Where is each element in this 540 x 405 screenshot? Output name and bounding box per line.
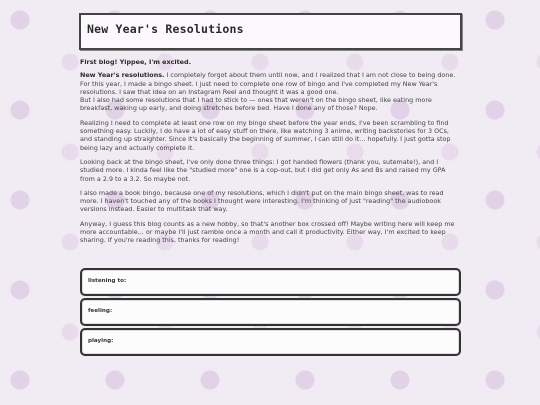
feeling-label: feeling: <box>88 308 113 314</box>
feeling-box <box>80 298 461 326</box>
post-paragraph-1-text: I completely forgot about them until now, and I realized that I am not close to being done. For this year, I made a bingo sheet. I just need to complete one row of bingo and I've completed my New Year's resolutions. I saw that idea on an Instagram Reel and thought it was a good one. <box>80 71 456 96</box>
listening-to-label: listening to: <box>88 278 127 284</box>
post-paragraph-1-bold: New Year's resolutions. <box>80 71 165 80</box>
post-paragraph-5: Anyway, I guess this blog counts as a new hobby, so that's another box crossed off! Maybe writing here will keep me more accountable... or maybe I'll just ramble once a month and call it productivity. Either way, I'm excited to keep sharing. If you're reading this, thanks for reading! <box>80 219 455 245</box>
playing-box <box>80 328 461 356</box>
post-paragraph-2: Realizing I need to complete at least one row on my bingo sheet before the year ends, I've been scrambling to find something easy. Luckily, I do have a lot of easy stuff on there, like watching 3 anime, writing backstories for 3 OCs, and standing up straighter. Since it's basically the beginning of summer, I can still do it... hopefully. I just gotta stop being lazy and actually complete it. <box>80 118 451 152</box>
listening-to-box <box>80 268 461 296</box>
page-title: New Year's Resolutions <box>87 22 244 36</box>
blog-post <box>80 58 458 251</box>
post-paragraph-4: I also made a book bingo, because one of my resolutions, which I didn't put on the main bingo sheet, was to read more. I haven't touched any of the books I thought were interesting. I'm thinking of just "reading" the audiobook versions instead. Easier to multitask that way. <box>80 188 444 214</box>
post-lead: First blog! Yippee, I'm excited. <box>80 58 191 66</box>
post-paragraph-1 <box>80 71 458 112</box>
post-paragraph-1b-text: But I also had some resolutions that I had to stick to — ones that weren't on the bingo sheet, like eating more breakfast, waking up early, and doing stretches before bed. Have I done any of those? Nope. <box>80 96 432 113</box>
post-paragraph-3: Looking back at the bingo sheet, I've only done three things: I got handed flowers (thank you, sutemate!), and I studied more. I kinda feel like the "studied more" one is a cop-out, but I did get only As and Bs and raised my GPA from a 2.9 to a 3.2. So maybe not. <box>80 157 446 183</box>
title-box <box>79 13 462 50</box>
playing-label: playing: <box>88 338 114 344</box>
